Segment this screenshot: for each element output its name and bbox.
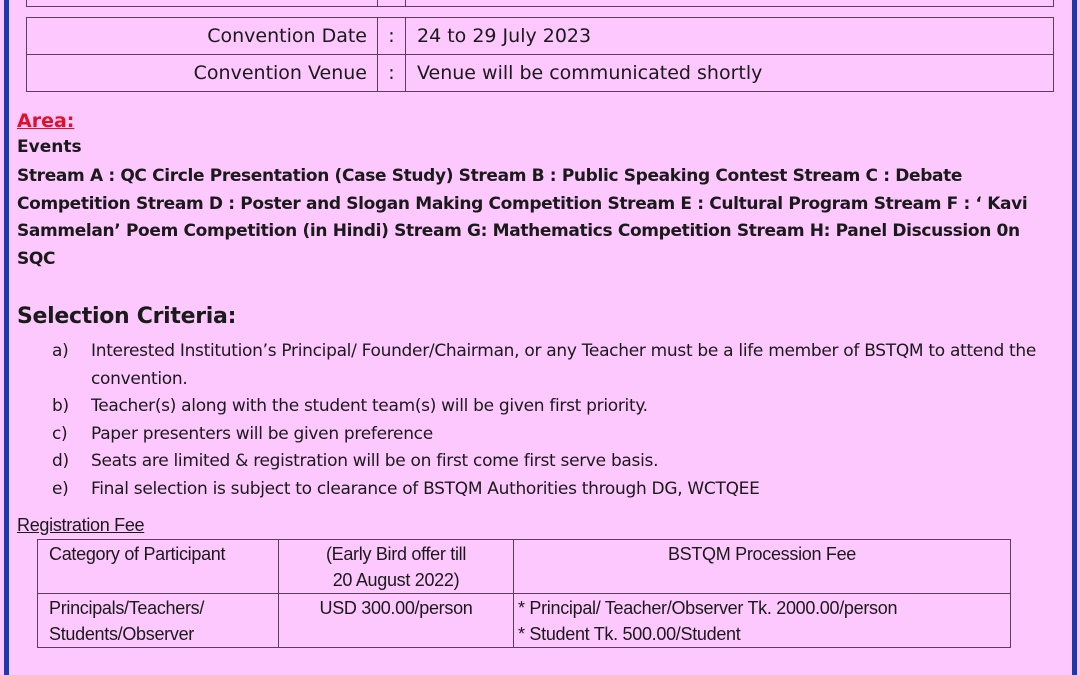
category-line1: Principals/Teachers/: [49, 598, 205, 618]
criteria-item: [52, 448, 1041, 476]
streams-list-text: Stream A : QC Circle Presentation (Case Study) Stream B : Public Speaking Contest Stream C : Debate Competition Stream D : Poster and Slogan Making Competition Stream E : Cultural Program Stream F : ‘ Kavi Sammelan’ Poem Competition (in Hindi) Stream G: Mathematics Competition Stream H: Panel Discussion 0n SQC: [17, 166, 1028, 269]
cell-procession-fee: [514, 594, 1011, 648]
info-table-previous-row: [26, 0, 1054, 7]
criteria-text: Teacher(s) along with the student team(s) will be given first priority.: [91, 396, 648, 416]
criteria-marker: a): [52, 341, 69, 361]
criteria-text: Seats are limited & registration will be on first come first serve basis.: [91, 451, 659, 471]
selection-criteria-heading: Selection Criteria:: [17, 304, 237, 329]
criteria-text: Interested Institution’s Principal/ Founder/Chairman, or any Teacher must be a life member of BSTQM to attend the convention.: [91, 341, 1037, 389]
info-label-cell: [27, 0, 378, 7]
fee-line-principal: * Principal/ Teacher/Observer Tk. 2000.00/person: [518, 598, 898, 618]
info-row-venue: [27, 55, 1054, 92]
registration-fee-heading: Registration Fee: [17, 515, 145, 535]
page-border-left: [4, 0, 9, 675]
info-row-date: [27, 18, 1054, 55]
header-early-bird-line1: (Early Bird offer till: [325, 544, 467, 564]
fee-table-header-row: [38, 540, 1011, 594]
criteria-marker: d): [52, 451, 69, 471]
header-category: Category of Participant: [38, 540, 279, 594]
area-heading: Area:: [17, 110, 75, 132]
info-value: 24 to 29 July 2023: [406, 18, 1054, 55]
criteria-item: [52, 421, 1041, 449]
selection-criteria-list: [52, 338, 1041, 503]
header-early-bird: [279, 540, 514, 594]
info-value-cell: [406, 0, 1054, 7]
category-line2: Students/Observer: [49, 624, 194, 644]
info-label: Convention Date: [27, 18, 378, 55]
criteria-marker: e): [52, 478, 69, 499]
info-separator-cell: [378, 0, 406, 7]
criteria-text: Final selection is subject to clearance of BSTQM Authorities through DG, WCTQEE: [91, 478, 760, 499]
info-separator: :: [378, 55, 406, 92]
cell-category: [38, 594, 279, 648]
info-value: Venue will be communicated shortly: [406, 55, 1054, 92]
criteria-text: Paper presenters will be given preference: [91, 423, 433, 444]
info-separator: :: [378, 18, 406, 55]
header-early-bird-line2: 20 August 2022): [332, 570, 460, 590]
info-label: Convention Venue: [27, 55, 378, 92]
registration-fee-table: [37, 539, 1011, 648]
fee-table-row: [38, 594, 1011, 648]
header-procession-fee: BSTQM Procession Fee: [514, 540, 1011, 594]
events-label: Events: [17, 137, 82, 157]
criteria-item: [52, 476, 1041, 504]
criteria-item: [52, 393, 1041, 421]
criteria-marker: c): [52, 423, 68, 444]
criteria-marker: b): [52, 396, 69, 416]
cell-early-bird-fee: USD 300.00/person: [279, 594, 514, 648]
convention-info-table: [26, 17, 1054, 92]
page-border-right: [1072, 0, 1077, 675]
criteria-item: [52, 338, 1041, 393]
fee-line-student: * Student Tk. 500.00/Student: [518, 624, 741, 644]
